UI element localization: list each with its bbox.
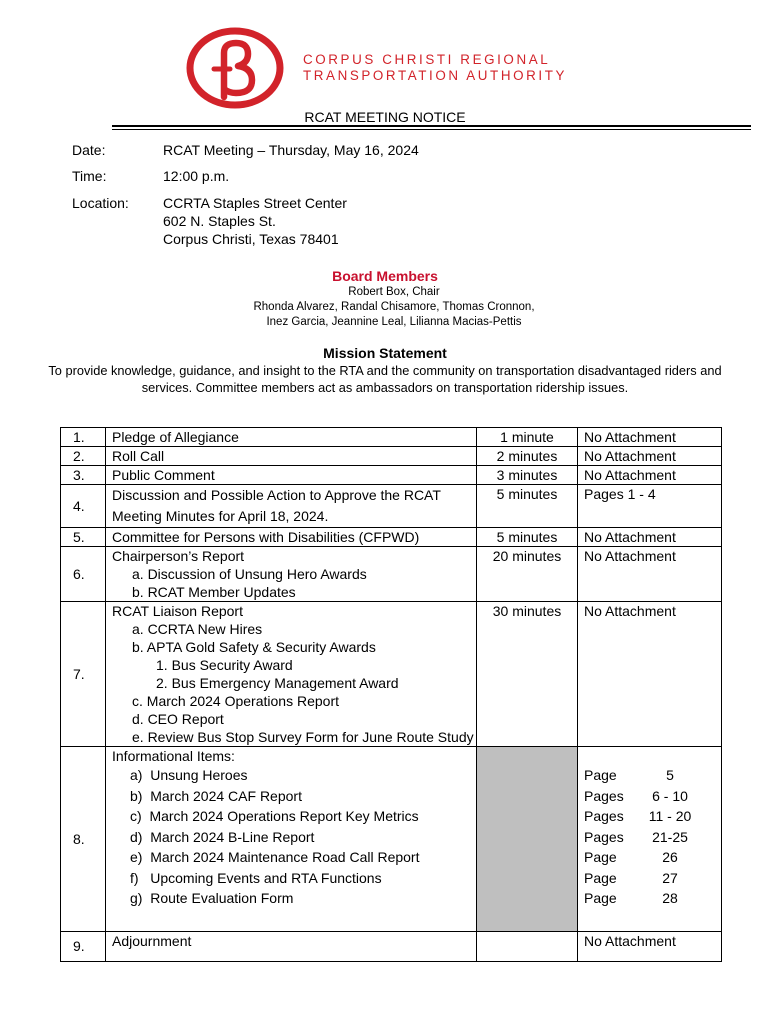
item-number: 7. (61, 602, 106, 747)
list-item: d) March 2024 B-Line Report (130, 828, 315, 845)
mission-text: To provide knowledge, guidance, and insight to the RTA and the community on transportation disadvantaged riders and services. Committee members act as ambassadors on transportation ridership issues. (48, 363, 722, 395)
page-number: 6 - 10 (652, 787, 688, 804)
location-line3: Corpus Christi, Texas 78401 (163, 231, 339, 247)
list-item: f) Upcoming Events and RTA Functions (130, 869, 382, 886)
item-topic: Roll Call (106, 447, 477, 466)
item-title: RCAT Liaison Report (112, 603, 243, 619)
date-label: Date: (72, 142, 106, 158)
list-item: c) March 2024 Operations Report Key Metrics (130, 808, 419, 825)
page-word: Pages (584, 787, 624, 804)
item-time: 5 minutes (477, 485, 578, 528)
item-attachment (578, 747, 722, 932)
date-value: RCAT Meeting – Thursday, May 16, 2024 (163, 142, 419, 158)
item-attachment: No Attachment (578, 931, 722, 961)
page-ref (584, 786, 721, 807)
item-attachment: No Attachment (578, 602, 722, 747)
page-number: 28 (662, 890, 678, 907)
sub-item (112, 728, 476, 746)
board-members (0, 285, 770, 330)
item-time: 2 minutes (477, 447, 578, 466)
info-list (112, 765, 476, 909)
header-divider (112, 125, 751, 127)
page-word: Page (584, 890, 617, 907)
page-ref (584, 765, 721, 786)
item-number: 5. (61, 528, 106, 547)
item-time: 5 minutes (477, 528, 578, 547)
location-label: Location: (72, 195, 129, 211)
item-topic (106, 747, 477, 932)
item-number: 4. (61, 485, 106, 528)
sub-item: d. CEO Report (132, 711, 224, 727)
item-topic: Pledge of Allegiance (106, 428, 477, 447)
item-attachment: No Attachment (578, 528, 722, 547)
sub-item: b. APTA Gold Safety & Security Awards (132, 639, 376, 655)
item-attachment: Pages 1 - 4 (578, 485, 722, 528)
board-line2: Rhonda Alvarez, Randal Chisamore, Thomas Cronnon, (253, 301, 535, 313)
table-row (61, 485, 722, 528)
sub-item-text: e. Review Bus Stop Survey Form for June Route Study (132, 729, 474, 745)
table-row (61, 747, 722, 932)
header-divider-thin (112, 129, 751, 130)
item-topic: Committee for Persons with Disabilities (CFPWD) (106, 528, 477, 547)
notice-title: RCAT MEETING NOTICE (304, 109, 466, 125)
item-topic: Adjournment (106, 931, 477, 961)
mission-heading: Mission Statement (323, 345, 447, 361)
board-line3: Inez Garcia, Jeannine Leal, Lilianna Macias-Pettis (266, 316, 522, 328)
page-number: 11 - 20 (648, 808, 692, 825)
item-number: 1. (61, 428, 106, 447)
agenda-table (60, 427, 722, 962)
time-label: Time: (72, 168, 107, 184)
sub-sub-item: 1. Bus Security Award (156, 657, 293, 673)
list-item: a) Unsung Heroes (130, 767, 248, 784)
table-row (61, 547, 722, 602)
item-number: 9. (61, 931, 106, 961)
item-attachment: No Attachment (578, 547, 722, 602)
location-line1: CCRTA Staples Street Center (163, 195, 347, 211)
time-value: 12:00 p.m. (163, 168, 230, 184)
page-number: 27 (662, 869, 678, 886)
item-time: 20 minutes (477, 547, 578, 602)
table-row (61, 602, 722, 747)
sub-item: c. March 2024 Operations Report (132, 693, 339, 709)
table-row (61, 466, 722, 485)
item-time-shaded (477, 747, 578, 932)
item-time: 1 minute (477, 428, 578, 447)
rta-logo (186, 27, 284, 109)
item-number: 6. (61, 547, 106, 602)
item-attachment: No Attachment (578, 466, 722, 485)
page-word: Pages (584, 828, 624, 845)
list-item: b) March 2024 CAF Report (130, 787, 302, 804)
page-ref (584, 806, 721, 827)
page-number: 5 (666, 767, 674, 784)
item-number: 2. (61, 447, 106, 466)
location-line2: 602 N. Staples St. (163, 213, 276, 229)
page-ref (584, 868, 721, 889)
table-row (61, 528, 722, 547)
item-time: 3 minutes (477, 466, 578, 485)
org-name (303, 52, 567, 84)
location-value (163, 194, 347, 248)
page-word: Page (584, 767, 617, 784)
page-ref (584, 827, 721, 848)
item-number: 8. (61, 747, 106, 932)
board-heading: Board Members (332, 268, 438, 284)
item-topic: Public Comment (106, 466, 477, 485)
page-word: Page (584, 869, 617, 886)
table-row (61, 428, 722, 447)
list-item: e) March 2024 Maintenance Road Call Report (130, 849, 420, 866)
sub-item: a. Discussion of Unsung Hero Awards (132, 566, 367, 582)
sub-sub-item: 2. Bus Emergency Management Award (156, 675, 399, 691)
page-number: 21-25 (652, 828, 688, 845)
page-word: Page (584, 849, 617, 866)
item-time: 30 minutes (477, 602, 578, 747)
sub-item: a. CCRTA New Hires (132, 621, 263, 637)
item-topic (106, 547, 477, 602)
table-row (61, 931, 722, 961)
page-ref (584, 888, 721, 909)
org-name-line1: CORPUS CHRISTI REGIONAL (303, 52, 551, 67)
item-number: 3. (61, 466, 106, 485)
sub-item: b. RCAT Member Updates (132, 584, 296, 600)
table-row (61, 447, 722, 466)
item-time (477, 931, 578, 961)
item-attachment: No Attachment (578, 428, 722, 447)
item-topic: Discussion and Possible Action to Approve the RCAT Meeting Minutes for April 18, 2024. (106, 485, 477, 528)
item-title: Informational Items: (112, 748, 235, 764)
org-name-line2: TRANSPORTATION AUTHORITY (303, 68, 568, 83)
list-item: g) Route Evaluation Form (130, 890, 294, 907)
board-line1: Robert Box, Chair (348, 286, 440, 298)
page-ref (584, 847, 721, 868)
item-title: Chairperson’s Report (112, 548, 245, 564)
item-attachment: No Attachment (578, 447, 722, 466)
page-number: 26 (662, 849, 678, 866)
item-topic (106, 602, 477, 747)
page-word: Pages (584, 808, 624, 825)
